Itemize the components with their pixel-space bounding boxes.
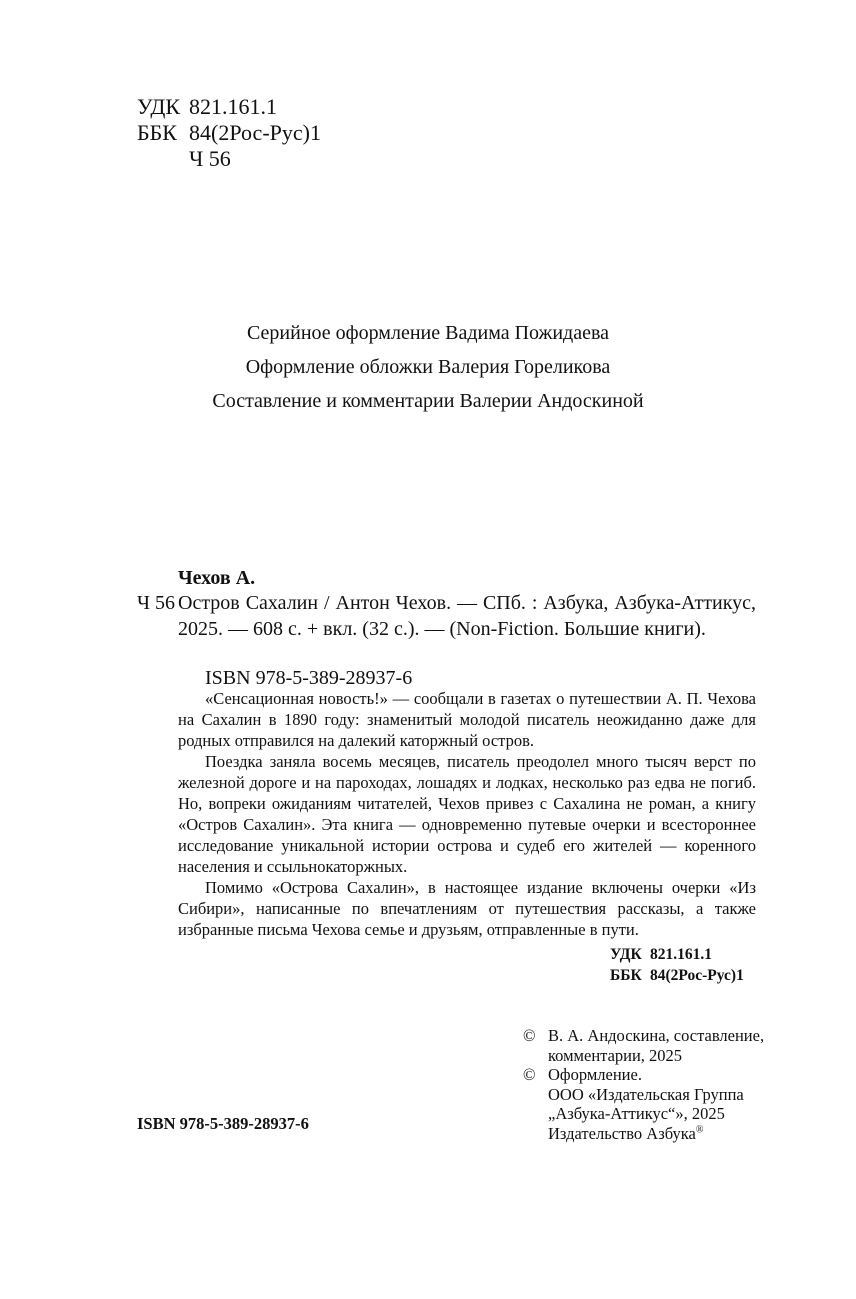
copyright-design-line-1: Оформление. bbox=[548, 1065, 642, 1084]
registered-mark: ® bbox=[695, 1124, 704, 1135]
copyright-symbol: © bbox=[523, 1065, 536, 1084]
bbk-label-bottom: ББК bbox=[610, 967, 642, 984]
classification-top bbox=[137, 94, 321, 172]
annotation-paragraph-2: Поездка заняла восемь месяцев, писатель преодолел много тысяч верст по железной дороге и на пароходах, лошадях и лодках, несколько раз едва не погиб. Но, вопреки ожиданиям читателей, Чехов привез с Сахалина не роман, а книгу «Остров Сахалин». Эта книга — одновременно путевые очерки и всестороннее исследование уникальной истории острова и судеб его жителей — коренного населения и ссыльнокаторжных. bbox=[178, 752, 756, 876]
annotation bbox=[178, 688, 756, 940]
copyright-compiler-line-2: комментарии, 2025 bbox=[548, 1045, 683, 1065]
udk-label: УДК bbox=[137, 94, 181, 119]
copyright-design-line-3: „Азбука-Аттикус“», 2025 bbox=[548, 1104, 725, 1123]
udk-row-bottom bbox=[610, 944, 744, 965]
entry-code: Ч 56 bbox=[137, 592, 175, 614]
entry-author: Чехов А. bbox=[178, 567, 256, 589]
copyright-compiler-line-1: В. А. Андоскина, составление, bbox=[548, 1026, 765, 1045]
copyright-symbol: © bbox=[523, 1026, 536, 1045]
copyright-design-line-2: ООО «Издательская Группа bbox=[548, 1084, 744, 1104]
udk-label-bottom: УДК bbox=[610, 946, 642, 963]
copyright-compiler bbox=[523, 1026, 783, 1065]
author-mark: Ч 56 bbox=[189, 146, 231, 171]
annotation-paragraph-1: «Сенсационная новость!» — сообщали в газетах о путешествии А. П. Чехова на Сахалин в 1890 году: знаменитый молодой писатель неожиданно даже для родных отправился на далекий каторжный остров. bbox=[178, 689, 756, 750]
copyright-design-line-4 bbox=[548, 1124, 783, 1144]
publisher-name: Издательство Азбука bbox=[548, 1123, 696, 1143]
credit-series-design: Серийное оформление Вадима Пожидаева bbox=[246, 322, 610, 344]
udk-row bbox=[137, 94, 321, 120]
entry-isbn: ISBN 978-5-389-28937-6 bbox=[205, 667, 413, 689]
copyright-design bbox=[523, 1065, 783, 1143]
bbk-row bbox=[137, 120, 321, 146]
classification-bottom bbox=[610, 944, 744, 986]
bbk-label: ББК bbox=[137, 120, 177, 145]
udk-value-bottom: 821.161.1 bbox=[650, 946, 712, 963]
credits-block bbox=[0, 316, 856, 418]
bbk-value: 84(2Рос-Рус)1 bbox=[189, 120, 321, 145]
credit-compilation: Составление и комментарии Валерии Андоскиной bbox=[212, 390, 644, 412]
entry-description: Остров Сахалин / Антон Чехов. — СПб. : Азбука, Азбука-Аттикус, 2025. — 608 с. + вкл. (32 с.). — (Non-Fiction. Большие книги). bbox=[178, 592, 756, 640]
udk-value: 821.161.1 bbox=[189, 94, 277, 119]
bbk-row-bottom bbox=[610, 965, 744, 986]
annotation-paragraph-3: Помимо «Острова Сахалин», в настоящее издание включены очерки «Из Сибири», написанные по впечатлениям от путешествия рассказы, а также избранные письма Чехова семье и друзьям, отправленные в пути. bbox=[178, 878, 756, 939]
isbn-bottom: ISBN 978-5-389-28937-6 bbox=[137, 1114, 309, 1133]
credit-cover-design: Оформление обложки Валерия Гореликова bbox=[245, 356, 611, 378]
copyright-block bbox=[523, 1026, 783, 1143]
bbk-value-bottom: 84(2Рос-Рус)1 bbox=[650, 967, 744, 984]
